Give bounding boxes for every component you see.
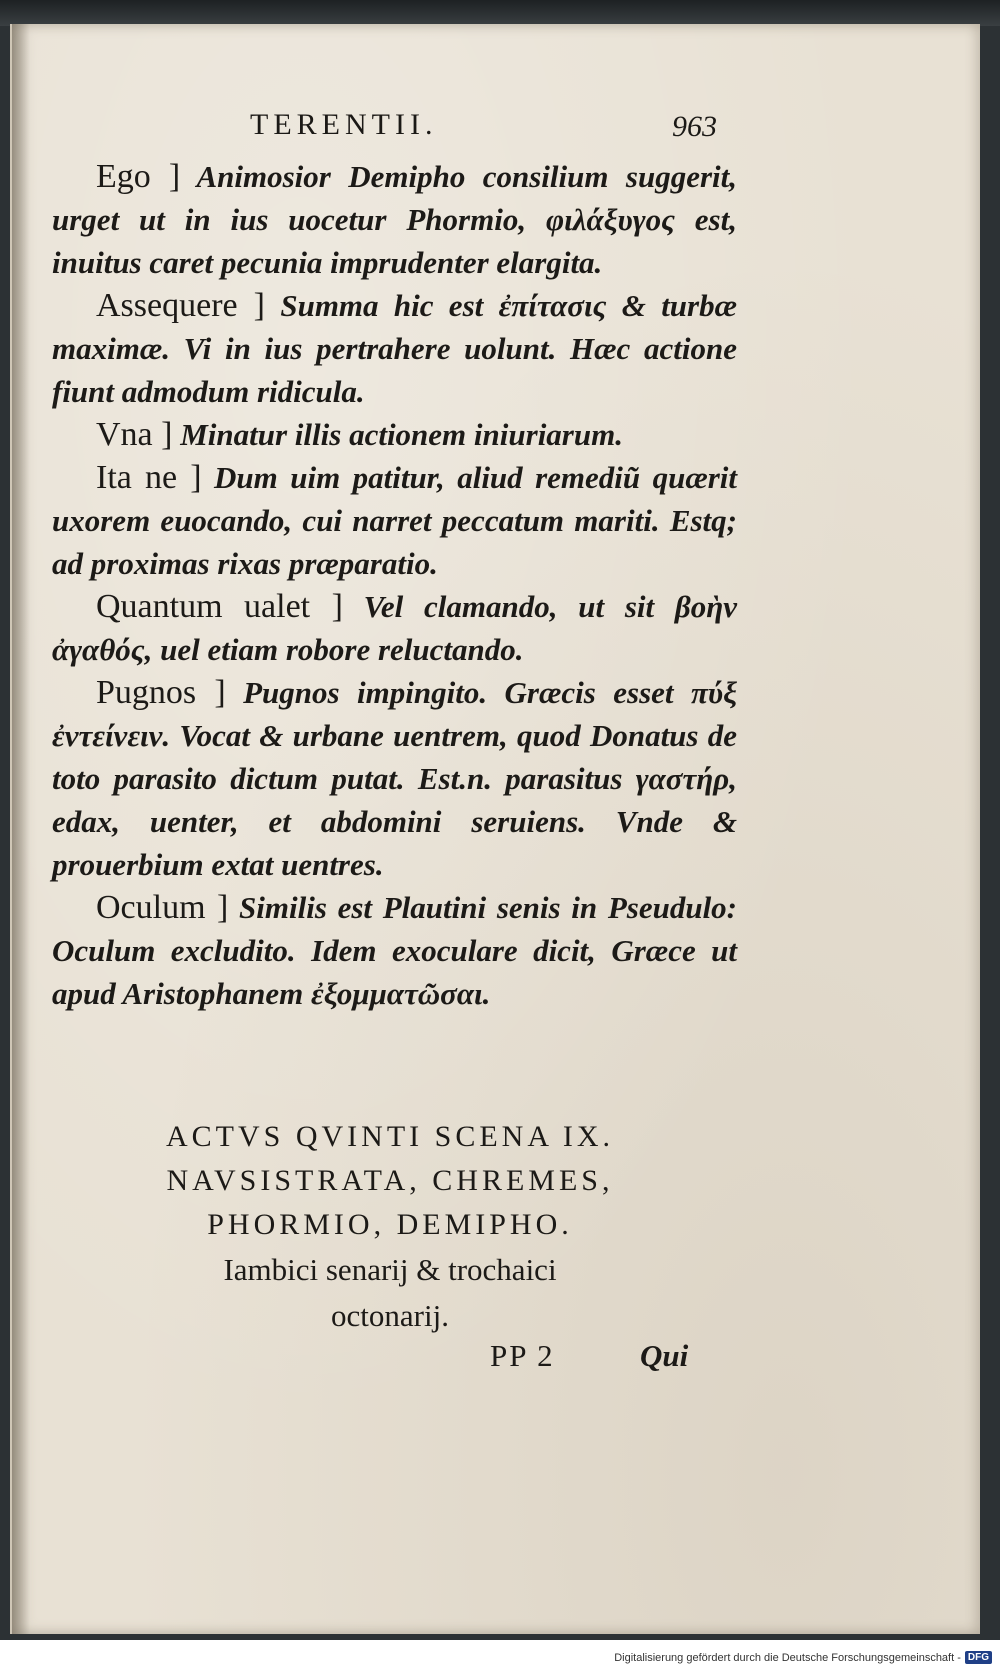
note-text: Dum uim patitur, aliud remediũ quærit uxorem euocando, cui narret peccatum mariti. Estq; ad proximas rixas præparatio. <box>52 460 737 581</box>
credit-text: Digitalisierung gefördert durch die Deutsche Forschungsgemeinschaft - <box>614 1651 961 1664</box>
meter-line-2: octonarij. <box>331 1298 449 1333</box>
meter-line-1: Iambici senarij & trochaici <box>223 1252 557 1287</box>
spine-shadow <box>12 24 30 1634</box>
signature-mark: PP 2 <box>490 1338 555 1373</box>
note-ita-ne <box>52 456 737 585</box>
note-lemma: Ego ] <box>96 158 181 195</box>
dfg-logo: DFG <box>965 1651 992 1664</box>
note-una <box>52 413 737 456</box>
act-title: ACTVS QVINTI SCENA IX. <box>166 1120 614 1153</box>
note-lemma: Pugnos ] <box>96 674 226 711</box>
note-quantum-ualet <box>52 585 737 671</box>
note-lemma: Ita ne ] <box>96 459 202 496</box>
note-text: Vel clamando, ut sit βοὴν ἀγαθός, uel etiam robore reluctando. <box>52 589 737 667</box>
act-scene-heading <box>60 1115 720 1339</box>
note-text: Animosior Demipho consilium suggerit, urget ut in ius uocetur Phormio, φιλάξυγος est, inuitus caret pecunia imprudenter elargita. <box>52 159 737 280</box>
catchword: Qui <box>640 1338 689 1373</box>
note-pugnos <box>52 671 737 886</box>
note-assequere <box>52 284 737 413</box>
note-text: Similis est Plautini senis in Pseudulo: Oculum excludito. Idem exoculare dicit, Græce ut apud Aristophanem ἐξομματῶσαι. <box>52 890 738 1011</box>
note-text: Pugnos impingito. Græcis esset πύξ ἐντείνειν. Vocat & urbane uentrem, quod Donatus de toto parasito dictum putat. Est.n. parasitus γαστήρ, edax, uenter, et abdomini seruiens. Vnde & prouerbium extat uentres. <box>52 675 737 882</box>
scan-top-edge <box>0 0 1000 26</box>
running-head: TERENTII. <box>250 108 438 141</box>
commentary-notes <box>52 155 737 1015</box>
page-number: 963 <box>672 110 717 143</box>
note-ego <box>52 155 737 284</box>
digitization-credit <box>614 1651 992 1664</box>
characters-line-1: NAVSISTRATA, CHREMES, <box>166 1164 614 1197</box>
note-oculum <box>52 886 737 1015</box>
note-lemma: Vna ] <box>96 416 173 453</box>
note-lemma: Assequere ] <box>96 287 266 324</box>
note-lemma: Oculum ] <box>96 889 229 926</box>
note-text: Minatur illis actionem iniuriarum. <box>172 417 623 452</box>
characters-line-2: PHORMIO, DEMIPHO. <box>207 1208 573 1241</box>
note-lemma: Quantum ualet ] <box>96 588 343 625</box>
note-text: Summa hic est ἐπίτασις & turbæ maximæ. Vi in ius pertrahere uolunt. Hæc actione fiunt admodum ridicula. <box>52 288 737 409</box>
